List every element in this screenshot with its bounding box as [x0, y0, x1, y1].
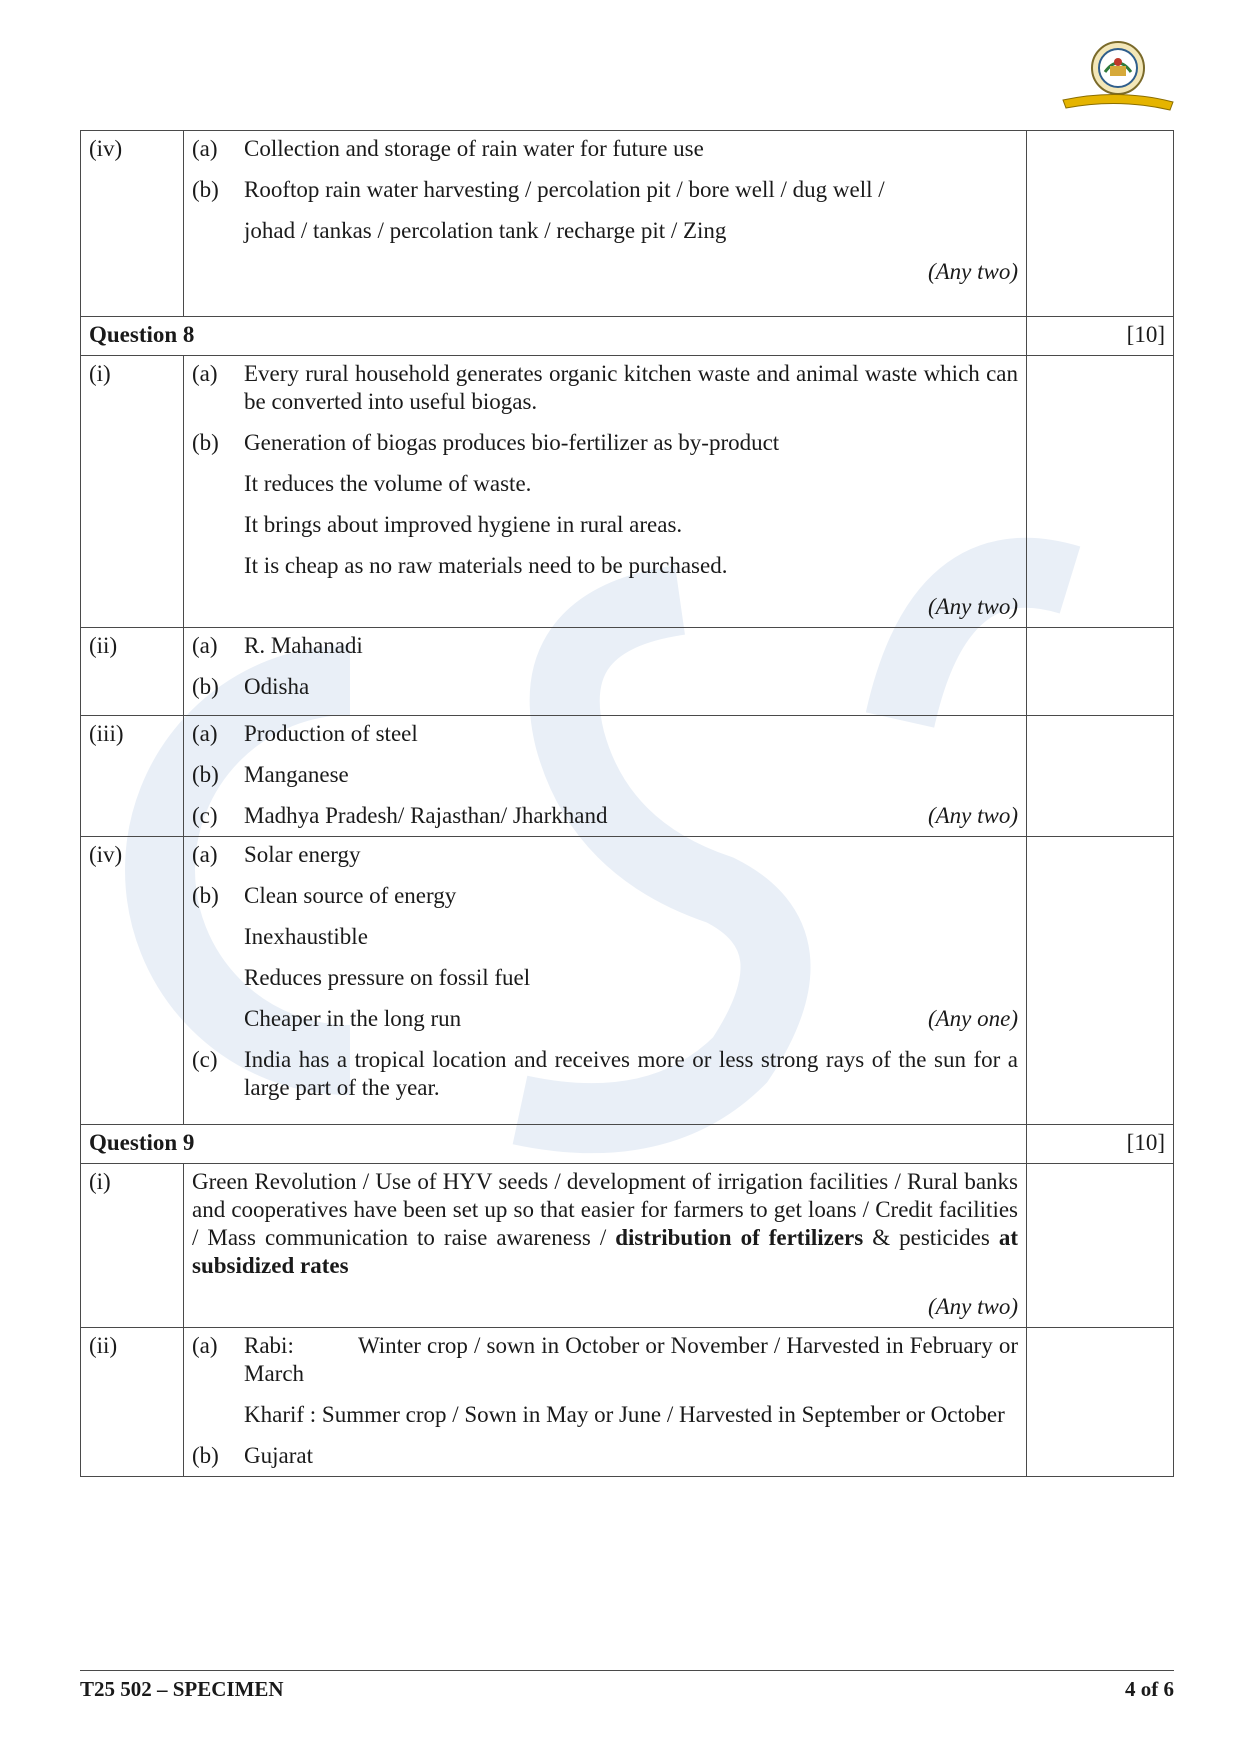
marks-cell: [1027, 628, 1174, 716]
table-row: [81, 837, 1174, 1125]
part-label: (a): [192, 721, 218, 746]
answer-paragraph: [192, 1168, 1018, 1280]
question-title: Question 9: [81, 1125, 1027, 1164]
answer-text: Solar energy: [244, 842, 361, 867]
answer-cell: [184, 628, 1027, 716]
part-label: (b): [192, 177, 219, 202]
any-note: (Any two): [927, 1294, 1018, 1319]
answer-cell: [184, 837, 1027, 1125]
sub-question-number: (i): [81, 1164, 184, 1328]
answer-text: Manganese: [244, 762, 349, 787]
any-note: (Any two): [927, 594, 1018, 619]
answer-text: Madhya Pradesh/ Rajasthan/ Jharkhand: [244, 803, 608, 828]
answer-text: Clean source of energy: [244, 883, 457, 908]
sub-question-number: (iii): [81, 716, 184, 837]
answer-text: It is cheap as no raw materials need to be purchased.: [244, 553, 728, 578]
marks-cell: [1027, 716, 1174, 837]
part-label: (b): [192, 762, 219, 787]
answer-text: It reduces the volume of waste.: [244, 471, 532, 496]
table-row: [81, 1164, 1174, 1328]
answer-text: Generation of biogas produces bio-fertilizer as by-product: [244, 430, 780, 455]
question-marks: [10]: [1027, 317, 1174, 356]
table-row: [81, 1328, 1174, 1477]
marks-cell: [1027, 1164, 1174, 1328]
question-marks: [10]: [1027, 1125, 1174, 1164]
part-label: (b): [192, 430, 219, 455]
part-label: (c): [192, 803, 218, 828]
sub-question-number: (iv): [81, 131, 184, 317]
page-footer: [80, 1670, 1174, 1702]
part-label: (a): [192, 361, 218, 386]
marks-cell: [1027, 837, 1174, 1125]
answer-text: Production of steel: [244, 721, 418, 746]
crop-label: Rabi:: [244, 1333, 294, 1358]
answer-text: Every rural household generates organic kitchen waste and animal waste which can be converted into useful biogas.: [244, 361, 1018, 414]
sub-question-number: (iv): [81, 837, 184, 1125]
answer-cell: [184, 356, 1027, 628]
marks-cell: [1027, 131, 1174, 317]
answer-cell: [184, 716, 1027, 837]
answer-text: Cheaper in the long run: [244, 1006, 462, 1031]
answer-text: Collection and storage of rain water for future use: [244, 136, 704, 161]
answer-text: It brings about improved hygiene in rural areas.: [244, 512, 683, 537]
paper-code: T25 502 – SPECIMEN: [80, 1677, 284, 1701]
any-note: (Any one): [927, 1006, 1018, 1031]
answer-text-bold: distribution of fertilizers: [615, 1225, 864, 1250]
answer-text: Inexhaustible: [244, 924, 368, 949]
part-label: (a): [192, 1333, 218, 1358]
table-row: [81, 628, 1174, 716]
question-header-row: [81, 1125, 1174, 1164]
question-title: Question 8: [81, 317, 1027, 356]
cisce-logo: [1058, 38, 1178, 120]
answer-text: Kharif : Summer crop / Sown in May or June / Harvested in September or October: [244, 1402, 1005, 1427]
answer-text: Reduces pressure on fossil fuel: [244, 965, 531, 990]
answer-text: India has a tropical location and receives more or less strong rays of the sun for a large part of the year.: [244, 1047, 1018, 1100]
table-row: [81, 356, 1174, 628]
marks-cell: [1027, 356, 1174, 628]
answer-text: Winter crop / sown in October or November / Harvested in February or March: [244, 1333, 1018, 1386]
any-note: (Any two): [927, 259, 1018, 284]
sub-question-number: (i): [81, 356, 184, 628]
table-row: [81, 716, 1174, 837]
sub-question-number: (ii): [81, 628, 184, 716]
part-label: (b): [192, 1443, 219, 1468]
marks-cell: [1027, 1328, 1174, 1477]
answer-text: Rooftop rain water harvesting / percolation pit / bore well / dug well /: [244, 177, 885, 202]
answer-text-bold: at subsidized rates: [192, 1225, 1018, 1278]
any-note: (Any two): [927, 803, 1018, 828]
answer-text: johad / tankas / percolation tank / recharge pit / Zing: [244, 218, 727, 243]
answer-text: & pesticides: [863, 1225, 999, 1250]
part-label: (a): [192, 842, 218, 867]
table-row: [81, 131, 1174, 317]
answer-cell: [184, 1328, 1027, 1477]
answer-text: R. Mahanadi: [244, 633, 363, 658]
part-label: (b): [192, 883, 219, 908]
answer-text: Odisha: [244, 674, 310, 699]
answer-text: Green Revolution / Use of HYV seeds / development of irrigation facilities / Rural banks and cooperatives have been set up so that easier for farmers to get loans / Credit facilities / Mass communication to raise awareness /: [192, 1169, 1018, 1250]
part-label: (a): [192, 136, 218, 161]
question-header-row: [81, 317, 1174, 356]
page-number: 4 of 6: [1125, 1677, 1174, 1701]
part-label: (c): [192, 1047, 218, 1072]
part-label: (b): [192, 674, 219, 699]
part-label: (a): [192, 633, 218, 658]
sub-question-number: (ii): [81, 1328, 184, 1477]
marking-scheme-table: [80, 130, 1174, 1477]
answer-text: Gujarat: [244, 1443, 313, 1468]
answer-cell: [184, 1164, 1027, 1328]
answer-cell: [184, 131, 1027, 317]
